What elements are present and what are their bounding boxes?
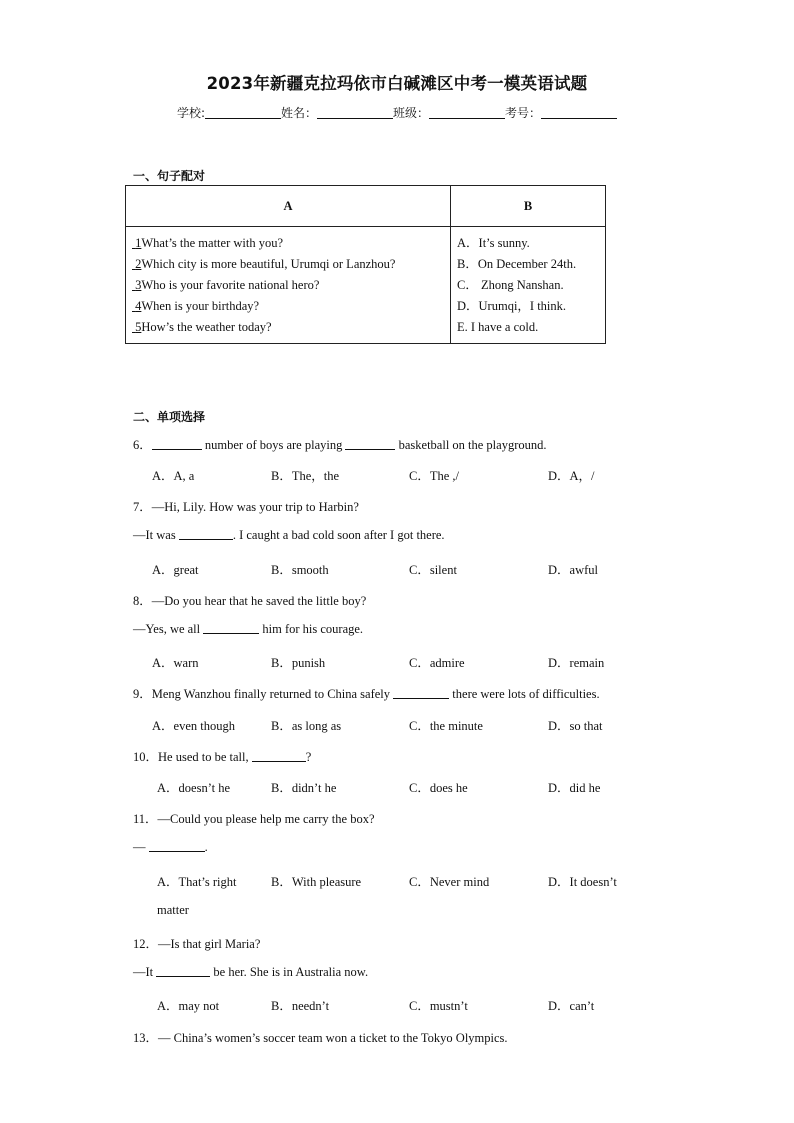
question-8-reply: —Yes, we all him for his courage. xyxy=(133,622,364,636)
option-d[interactable]: D．so that xyxy=(548,719,603,733)
option-c[interactable]: C．The ,/ xyxy=(409,469,459,483)
answer-blank[interactable]: 1 xyxy=(135,236,142,250)
question-8-options xyxy=(152,653,672,671)
name-blank[interactable] xyxy=(317,106,393,119)
question-10: 10．He used to be tall, ? xyxy=(133,750,312,764)
answer-blank[interactable] xyxy=(345,438,395,450)
option-b[interactable]: B．The，the xyxy=(271,469,340,483)
page-title: 2023年新疆克拉玛依市白碱滩区中考一模英语试题 xyxy=(206,74,588,93)
a-item xyxy=(132,233,450,254)
option-d[interactable]: D．did he xyxy=(548,781,601,795)
question-7-options xyxy=(152,560,672,578)
answer-blank[interactable]: 3 xyxy=(135,278,142,292)
b-item: A．It’s sunny. xyxy=(457,236,530,250)
column-b-cell xyxy=(451,227,606,344)
exam-no-blank[interactable] xyxy=(541,106,617,119)
option-d[interactable]: D．can’t xyxy=(548,999,595,1013)
a-item-text: Who is your favorite national hero? xyxy=(141,278,320,292)
b-item: E. I have a cold. xyxy=(457,320,539,334)
option-b[interactable]: B．punish xyxy=(271,656,326,670)
option-d-wrap[interactable]: matter xyxy=(157,903,189,917)
option-b[interactable]: B．needn’t xyxy=(271,999,330,1013)
section-heading-matching: 一、句子配对 xyxy=(133,169,206,183)
question-11: 11．—Could you please help me carry the box? xyxy=(133,812,375,826)
a-item-text: What’s the matter with you? xyxy=(141,236,284,250)
answer-blank[interactable] xyxy=(149,840,205,852)
question-13: 13．— China’s women’s soccer team won a ticket to the Tokyo Olympics. xyxy=(133,1031,508,1045)
a-item-text: How’s the weather today? xyxy=(141,320,272,334)
answer-blank[interactable] xyxy=(179,528,233,540)
option-d[interactable]: D．awful xyxy=(548,563,598,577)
question-10-options xyxy=(152,778,672,796)
option-a[interactable]: A．A, a xyxy=(152,469,195,483)
answer-blank[interactable] xyxy=(252,750,306,762)
exam-no-label: 考号： xyxy=(505,106,542,120)
question-12-options xyxy=(152,996,672,1014)
a-item-text: Which city is more beautiful, Urumqi or Lanzhou? xyxy=(141,257,396,271)
option-d[interactable]: D．It doesn’t xyxy=(548,875,617,889)
option-c[interactable]: C．does he xyxy=(409,781,468,795)
option-d[interactable]: D．remain xyxy=(548,656,605,670)
a-item xyxy=(132,254,450,275)
question-8: 8．—Do you hear that he saved the little boy? xyxy=(133,594,367,608)
option-a[interactable]: A．great xyxy=(152,563,199,577)
a-item xyxy=(132,275,450,296)
column-b-header: B xyxy=(451,186,606,227)
option-a[interactable]: A．may not xyxy=(157,999,220,1013)
option-a[interactable]: A．warn xyxy=(152,656,199,670)
question-12-reply: —It be her. She is in Australia now. xyxy=(133,965,369,979)
answer-blank[interactable] xyxy=(152,438,202,450)
option-d[interactable]: D．A，/ xyxy=(548,469,595,483)
option-c[interactable]: C．silent xyxy=(409,563,457,577)
answer-blank[interactable]: 5 xyxy=(135,320,142,334)
a-item xyxy=(132,296,450,317)
option-b[interactable]: B．With pleasure xyxy=(271,875,362,889)
question-9-options xyxy=(152,716,672,734)
name-label: 姓名： xyxy=(281,106,318,120)
a-item xyxy=(132,317,450,338)
option-a[interactable]: A．even though xyxy=(152,719,235,733)
column-a-cell xyxy=(126,227,451,344)
student-info-line xyxy=(0,104,794,121)
column-a-header: A xyxy=(126,186,451,227)
b-item: B．On December 24th. xyxy=(457,257,577,271)
school-label: 学校: xyxy=(176,106,205,120)
option-c[interactable]: C．Never mind xyxy=(409,875,490,889)
school-blank[interactable] xyxy=(205,106,281,119)
b-item: C． Zhong Nanshan. xyxy=(457,278,564,292)
option-b[interactable]: B．smooth xyxy=(271,563,329,577)
answer-blank[interactable] xyxy=(156,965,210,977)
class-blank[interactable] xyxy=(429,106,505,119)
answer-blank[interactable]: 4 xyxy=(135,299,142,313)
question-7: 7．—Hi, Lily. How was your trip to Harbin? xyxy=(133,500,359,514)
section-heading-multiple-choice: 二、单项选择 xyxy=(133,410,206,424)
a-item-text: When is your birthday? xyxy=(141,299,260,313)
answer-blank[interactable]: 2 xyxy=(135,257,142,271)
option-c[interactable]: C．admire xyxy=(409,656,465,670)
answer-blank[interactable] xyxy=(393,687,449,699)
option-b[interactable]: B．didn’t he xyxy=(271,781,337,795)
question-7-reply: —It was . I caught a bad cold soon after I got there. xyxy=(133,528,445,542)
question-12: 12．—Is that girl Maria? xyxy=(133,937,261,951)
question-11-reply: — . xyxy=(133,840,208,854)
question-6-options xyxy=(152,466,672,484)
class-label: 班级： xyxy=(393,106,430,120)
option-a[interactable]: A．doesn’t he xyxy=(157,781,231,795)
option-c[interactable]: C．the minute xyxy=(409,719,483,733)
question-6: 6． number of boys are playing basketball on the playground. xyxy=(133,438,547,452)
question-9: 9．Meng Wanzhou finally returned to China safely there were lots of difficulties. xyxy=(133,687,600,701)
answer-blank[interactable] xyxy=(203,622,259,634)
matching-table xyxy=(125,185,606,344)
option-c[interactable]: C．mustn’t xyxy=(409,999,468,1013)
question-11-options xyxy=(152,872,672,890)
option-a[interactable]: A．That’s right xyxy=(157,875,237,889)
option-b[interactable]: B．as long as xyxy=(271,719,342,733)
b-item: D．Urumqi，I think. xyxy=(457,299,567,313)
